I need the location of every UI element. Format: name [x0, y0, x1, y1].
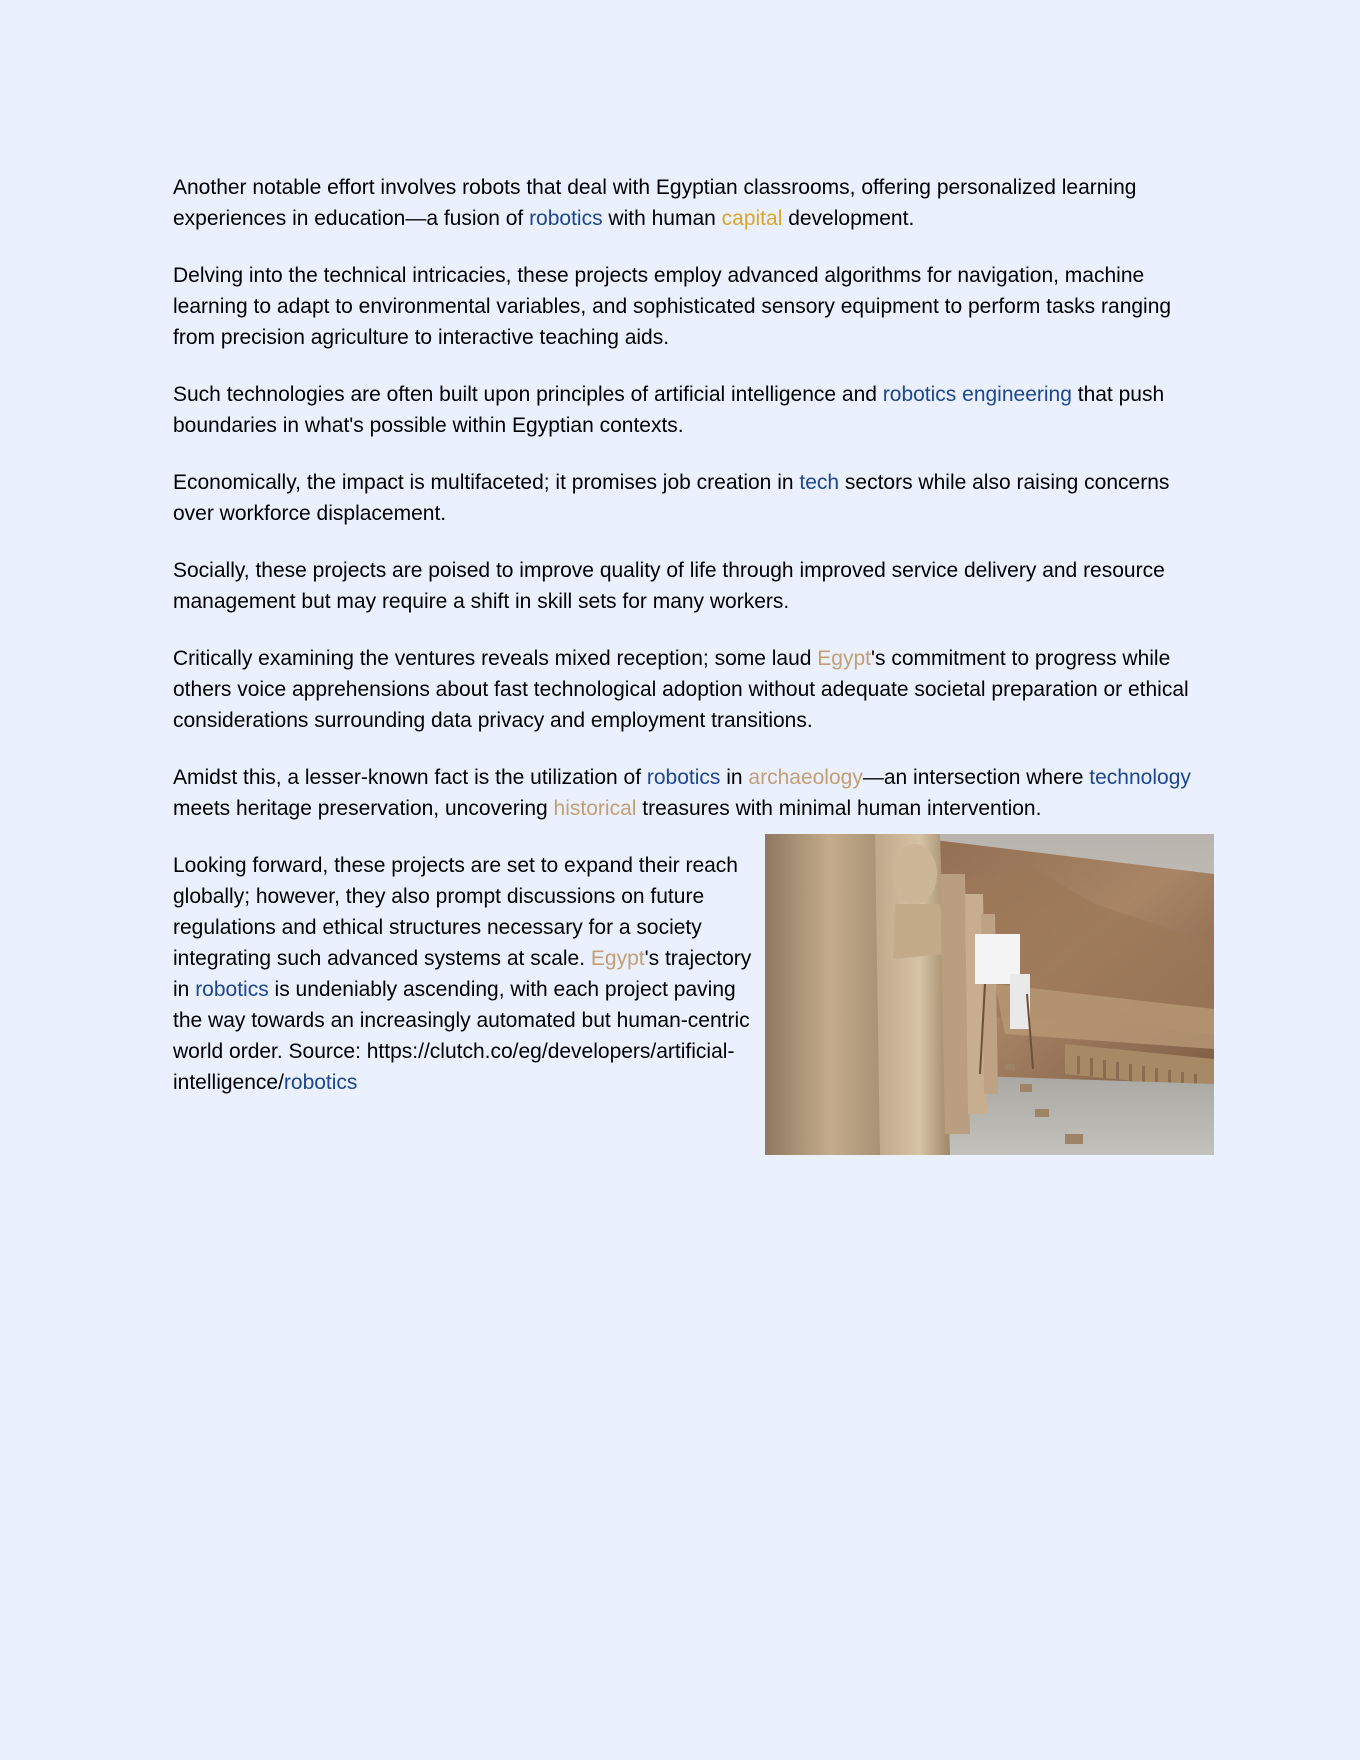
link-tech[interactable]: tech: [799, 471, 840, 494]
link-robotics[interactable]: robotics: [283, 1071, 358, 1094]
link-egypt[interactable]: Egypt: [817, 647, 871, 670]
paragraph-list: [173, 172, 1213, 824]
text-run: —an intersection where: [862, 766, 1090, 789]
text-run: Delving into the technical intricacies, these projects employ advanced algorithms for navigation, machine learning to adapt to environmental variables, and sophisticated sensory equipment to perform tasks ranging from precision agriculture to interactive teaching aids.: [173, 264, 1172, 349]
text-run: Such technologies are often built upon principles of artificial intelligence and: [173, 383, 883, 406]
text-run: Amidst this, a lesser-known fact is the utilization of: [173, 766, 647, 789]
link-capital[interactable]: capital: [721, 207, 783, 230]
paragraph: [173, 379, 1213, 441]
link-robotics[interactable]: robotics: [529, 207, 603, 230]
link-archaeology[interactable]: archaeology: [748, 766, 863, 789]
paragraph: [173, 467, 1213, 529]
link-robotics[interactable]: robotics: [646, 766, 721, 789]
paragraph: [173, 260, 1213, 353]
link-robotics[interactable]: robotics: [195, 978, 269, 1001]
closing-section: [173, 850, 1213, 1098]
text-run: Another notable effort involves robots that deal with Egyptian classrooms, offering personalized learning experiences in education—a fusion of: [173, 176, 1137, 230]
closing-paragraph: [173, 850, 753, 1098]
text-run: with human: [602, 207, 722, 230]
text-run: is undeniably ascending, with each project paving the way towards an increasingly automated but human-centric world order. Source: https://clutch.co/eg/developers/artificial-intelligence/: [173, 978, 750, 1094]
text-run: in: [720, 766, 749, 789]
text-run: meets heritage preservation, uncovering: [173, 797, 554, 820]
temple-statues-photo: [765, 834, 1214, 1155]
text-run: Economically, the impact is multifaceted; it promises job creation in: [173, 471, 800, 494]
paragraph: [173, 555, 1213, 617]
link-egypt[interactable]: Egypt: [590, 947, 645, 970]
link-technology[interactable]: technology: [1089, 766, 1191, 789]
article-body: [173, 172, 1213, 1124]
text-run: 's commitment to progress while others voice apprehensions about fast technological adoption without adequate societal preparation or ethical considerations surrounding data privacy and employment transitions.: [173, 647, 1189, 732]
text-run: treasures with minimal human intervention.: [636, 797, 1042, 820]
text-run: Critically examining the ventures reveals mixed reception; some laud: [173, 647, 818, 670]
link-robotics-engineering[interactable]: robotics engineering: [882, 383, 1072, 406]
text-run: 's trajectory in: [173, 947, 752, 1001]
link-historical[interactable]: historical: [553, 797, 637, 820]
text-run: that push boundaries in what's possible within Egyptian contexts.: [173, 383, 1165, 437]
paragraph: [173, 762, 1213, 824]
text-run: development.: [782, 207, 915, 230]
paragraph: [173, 643, 1213, 736]
text-run: Socially, these projects are poised to improve quality of life through improved service delivery and resource management but may require a shift in skill sets for many workers.: [173, 559, 1165, 613]
paragraph: [173, 172, 1213, 234]
text-run: sectors while also raising concerns over workforce displacement.: [173, 471, 1170, 525]
text-run: Looking forward, these projects are set to expand their reach globally; however, they also prompt discussions on future regulations and ethical structures necessary for a society integrating such advanced systems at scale.: [173, 854, 738, 970]
